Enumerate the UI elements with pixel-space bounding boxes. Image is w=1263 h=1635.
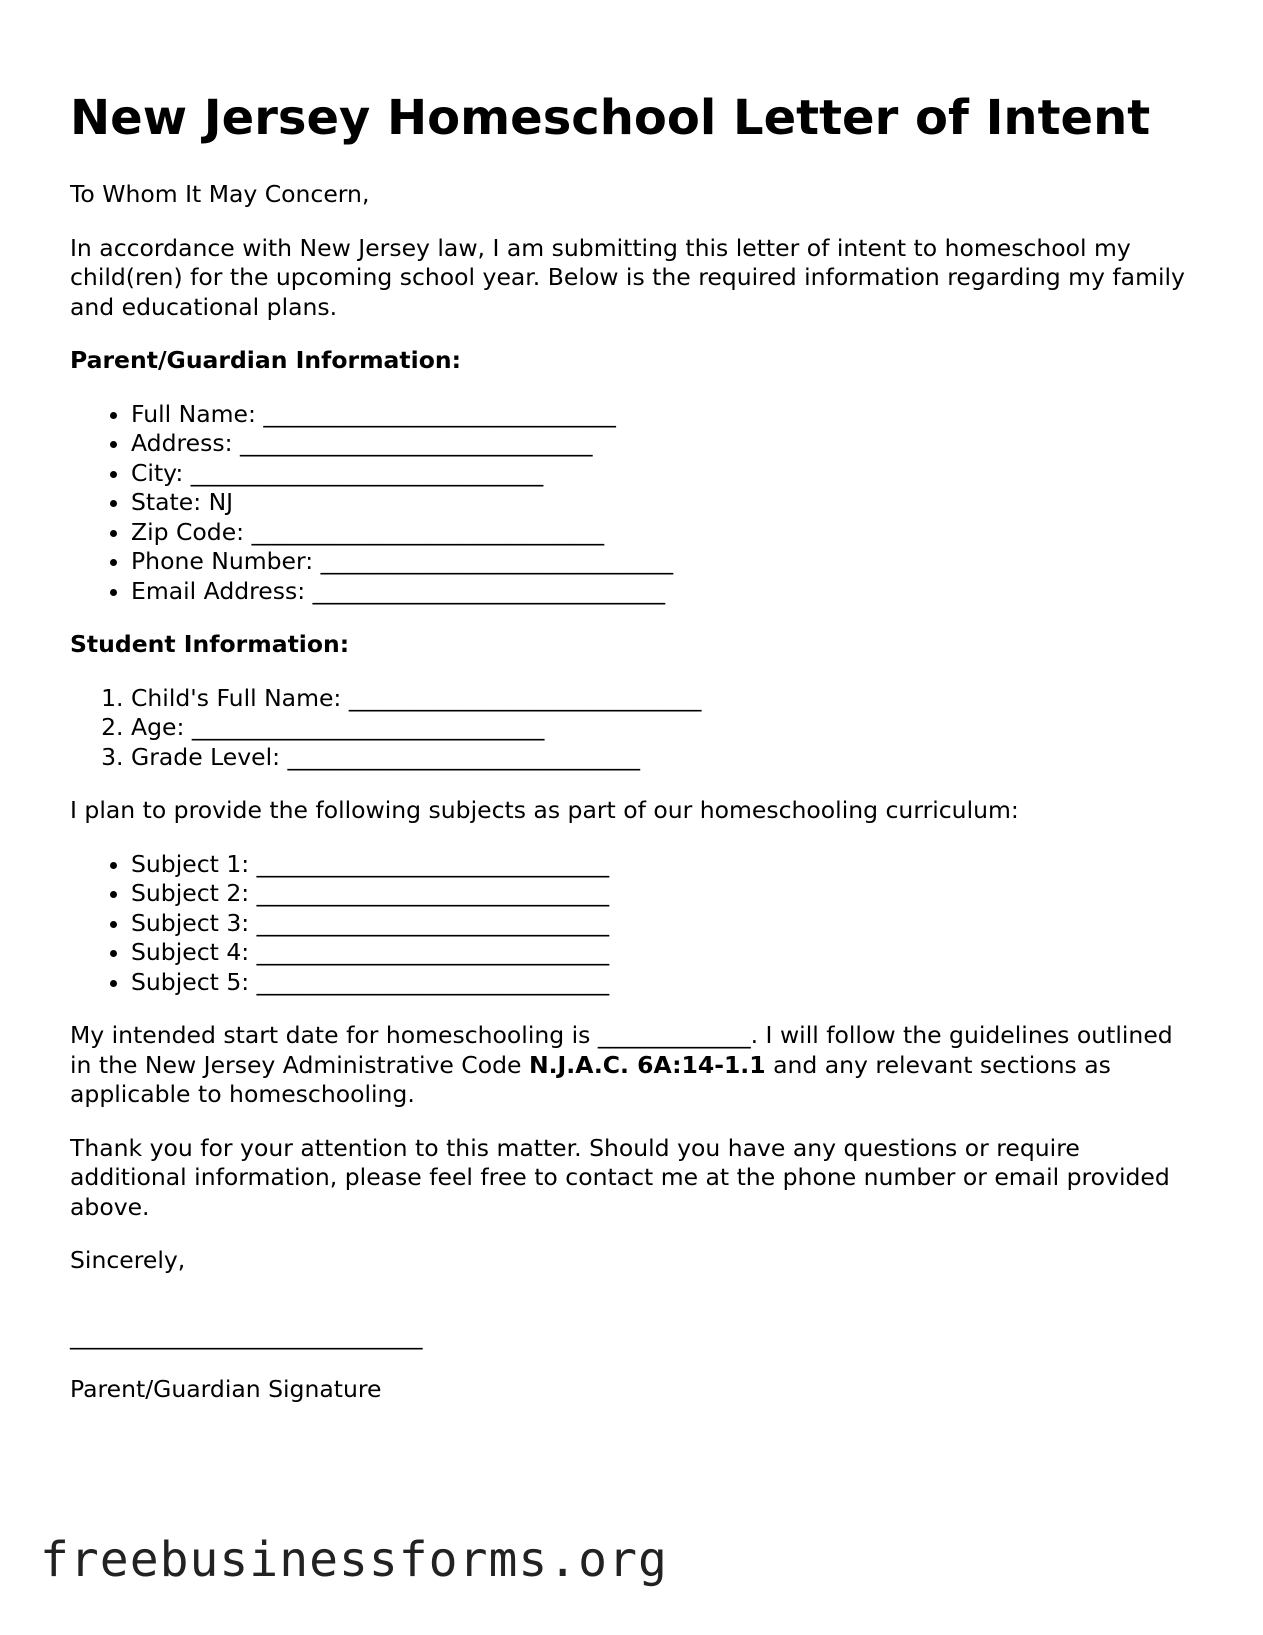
list-item-address: • Address: ______________________________ <box>131 429 1200 459</box>
list-item-city: • City: ______________________________ <box>131 459 1200 489</box>
start-date-text-end: and any relevant sections as applicable to homeschooling. <box>70 1050 1111 1108</box>
start-date-paragraph <box>70 1021 1200 1110</box>
list-item-subject-3: • Subject 3: ______________________________ <box>131 909 1200 939</box>
code-reference: N.J.A.C. 6A:14-1.1 <box>528 1050 766 1079</box>
site-watermark: freebusinessforms.org <box>40 1532 668 1588</box>
closing-paragraph: Thank you for your attention to this matter. Should you have any questions or require additional information, please feel free to contact me at the phone number or email provided above. <box>70 1133 1170 1221</box>
sign-off: Sincerely, <box>70 1246 186 1274</box>
list-item-email-address: • Email Address: ______________________________ <box>131 577 1200 607</box>
list-item-phone-number: • Phone Number: ______________________________ <box>131 547 1200 577</box>
signature-label: Parent/Guardian Signature <box>70 1375 382 1403</box>
parent-section-heading: Parent/Guardian Information: <box>70 346 461 374</box>
parent-info-list <box>70 400 1200 607</box>
subjects-list <box>70 850 1200 998</box>
list-item-full-name: • Full Name: ______________________________ <box>131 400 1200 430</box>
list-item-subject-5: • Subject 5: ______________________________ <box>131 968 1200 998</box>
list-item-subject-2: • Subject 2: ______________________________ <box>131 879 1200 909</box>
document-title: New Jersey Homeschool Letter of Intent <box>70 90 1151 146</box>
list-item-zip-code: • Zip Code: ______________________________ <box>131 518 1200 548</box>
student-info-list <box>70 684 1200 773</box>
list-item-grade-level: 3. Grade Level: ______________________________ <box>131 743 1200 773</box>
letter-document <box>70 86 1200 1429</box>
student-section-heading: Student Information: <box>70 630 350 658</box>
salutation: To Whom It May Concern, <box>70 180 370 208</box>
subjects-intro: I plan to provide the following subjects as part of our homeschooling curriculum: <box>70 796 1019 824</box>
signature-line: ______________________________ <box>70 1321 423 1350</box>
start-date-text: My intended start date for homeschooling is _____________. I will follow the guidelines outlined in the New Jersey Administrative Code <box>70 1021 1173 1079</box>
list-item-age: 2. Age: ______________________________ <box>131 713 1200 743</box>
list-item-subject-1: • Subject 1: ______________________________ <box>131 850 1200 880</box>
list-item-state: • State: NJ <box>131 488 1200 518</box>
list-item-child-name: 1. Child's Full Name: ______________________________ <box>131 684 1200 714</box>
intro-paragraph: In accordance with New Jersey law, I am submitting this letter of intent to homeschool my child(ren) for the upcoming school year. Below is the required information regarding my family and educational plans. <box>70 233 1185 321</box>
list-item-subject-4: • Subject 4: ______________________________ <box>131 938 1200 968</box>
